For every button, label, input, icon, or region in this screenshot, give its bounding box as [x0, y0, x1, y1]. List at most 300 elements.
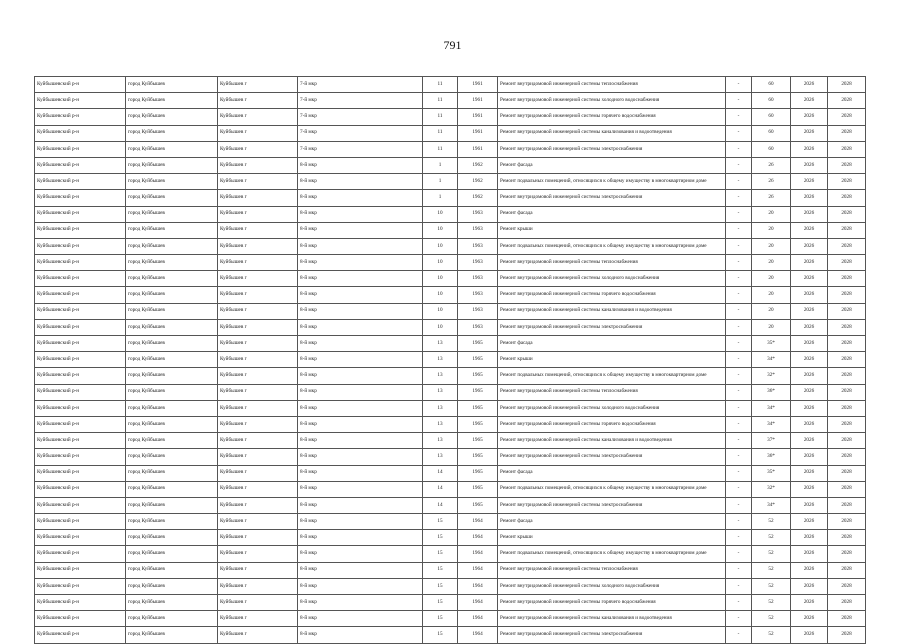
house-number-cell: 13 [423, 449, 458, 465]
start-year-cell: 2026 [791, 627, 828, 643]
start-year-cell: 2026 [791, 238, 828, 254]
settlement-cell: Куйбышев г [218, 255, 298, 271]
end-year-cell: 2028 [828, 255, 866, 271]
settlement-cell: Куйбышев г [218, 578, 298, 594]
count-cell: 52 [752, 595, 791, 611]
street-cell: 8-й мкр [298, 352, 423, 368]
work-type-cell: Ремонт внутридомовой инженерной системы канализования и водоотведения [498, 611, 726, 627]
table-row [35, 174, 866, 190]
district-cell: Куйбышевский р-н [35, 336, 126, 352]
work-type-cell: Ремонт внутридомовой инженерной системы горячего водоснабжения [498, 416, 726, 432]
street-cell: 8-й мкр [298, 433, 423, 449]
house-number-cell: 13 [423, 352, 458, 368]
street-cell: 8-й мкр [298, 303, 423, 319]
street-cell: 8-й мкр [298, 416, 423, 432]
count-cell: 34* [752, 497, 791, 513]
house-number-cell: 15 [423, 578, 458, 594]
street-cell: 8-й мкр [298, 595, 423, 611]
start-year-cell: 2026 [791, 287, 828, 303]
house-number-cell: 14 [423, 465, 458, 481]
page-number: 791 [443, 38, 462, 52]
start-year-cell: 2026 [791, 157, 828, 173]
start-year-cell: 2026 [791, 433, 828, 449]
house-number-cell: 13 [423, 336, 458, 352]
end-year-cell: 2028 [828, 238, 866, 254]
start-year-cell: 2026 [791, 190, 828, 206]
dash-cell: - [726, 238, 752, 254]
work-type-cell: Ремонт фасада [498, 157, 726, 173]
start-year-cell: 2026 [791, 206, 828, 222]
settlement-cell: Куйбышев г [218, 465, 298, 481]
work-type-cell: Ремонт внутридомовой инженерной системы теплоснабжения [498, 384, 726, 400]
count-cell: 20 [752, 303, 791, 319]
work-type-cell: Ремонт внутридомовой инженерной системы холодного водоснабжения [498, 271, 726, 287]
house-number-cell: 15 [423, 562, 458, 578]
table-row [35, 449, 866, 465]
start-year-cell: 2026 [791, 562, 828, 578]
build-year-cell: 1965 [458, 400, 498, 416]
dash-cell: - [726, 287, 752, 303]
street-cell: 8-й мкр [298, 190, 423, 206]
work-type-cell: Ремонт крыши [498, 352, 726, 368]
table-row [35, 611, 866, 627]
dash-cell: - [726, 222, 752, 238]
municipality-cell: город Куйбышев [126, 222, 218, 238]
street-cell: 8-й мкр [298, 562, 423, 578]
street-cell: 8-й мкр [298, 465, 423, 481]
municipality-cell: город Куйбышев [126, 368, 218, 384]
municipality-cell: город Куйбышев [126, 352, 218, 368]
build-year-cell: 1963 [458, 287, 498, 303]
district-cell: Куйбышевский р-н [35, 255, 126, 271]
dash-cell: - [726, 595, 752, 611]
district-cell: Куйбышевский р-н [35, 368, 126, 384]
count-cell: 36* [752, 449, 791, 465]
build-year-cell: 1961 [458, 93, 498, 109]
work-type-cell: Ремонт внутридомовой инженерной системы электроснабжения [498, 190, 726, 206]
settlement-cell: Куйбышев г [218, 384, 298, 400]
count-cell: 20 [752, 238, 791, 254]
house-number-cell: 15 [423, 627, 458, 643]
settlement-cell: Куйбышев г [218, 109, 298, 125]
count-cell: 34* [752, 400, 791, 416]
table-row [35, 125, 866, 141]
district-cell: Куйбышевский р-н [35, 433, 126, 449]
dash-cell: - [726, 562, 752, 578]
count-cell: 60 [752, 141, 791, 157]
municipality-cell: город Куйбышев [126, 433, 218, 449]
end-year-cell: 2028 [828, 174, 866, 190]
house-number-cell: 11 [423, 77, 458, 93]
district-cell: Куйбышевский р-н [35, 384, 126, 400]
street-cell: 8-й мкр [298, 611, 423, 627]
start-year-cell: 2026 [791, 93, 828, 109]
settlement-cell: Куйбышев г [218, 287, 298, 303]
municipality-cell: город Куйбышев [126, 497, 218, 513]
house-number-cell: 15 [423, 595, 458, 611]
end-year-cell: 2028 [828, 368, 866, 384]
district-cell: Куйбышевский р-н [35, 206, 126, 222]
start-year-cell: 2026 [791, 416, 828, 432]
start-year-cell: 2026 [791, 595, 828, 611]
build-year-cell: 1964 [458, 562, 498, 578]
house-number-cell: 1 [423, 157, 458, 173]
municipality-cell: город Куйбышев [126, 514, 218, 530]
settlement-cell: Куйбышев г [218, 271, 298, 287]
work-type-cell: Ремонт внутридомовой инженерной системы теплоснабжения [498, 255, 726, 271]
table-row [35, 271, 866, 287]
end-year-cell: 2028 [828, 611, 866, 627]
dash-cell: - [726, 271, 752, 287]
table-row [35, 530, 866, 546]
dash-cell: - [726, 125, 752, 141]
settlement-cell: Куйбышев г [218, 238, 298, 254]
dash-cell: - [726, 546, 752, 562]
end-year-cell: 2028 [828, 481, 866, 497]
settlement-cell: Куйбышев г [218, 400, 298, 416]
house-number-cell: 10 [423, 222, 458, 238]
settlement-cell: Куйбышев г [218, 627, 298, 643]
dash-cell: - [726, 433, 752, 449]
start-year-cell: 2026 [791, 125, 828, 141]
dash-cell: - [726, 465, 752, 481]
district-cell: Куйбышевский р-н [35, 190, 126, 206]
street-cell: 7-й мкр [298, 141, 423, 157]
build-year-cell: 1964 [458, 514, 498, 530]
work-type-cell: Ремонт внутридомовой инженерной системы горячего водоснабжения [498, 109, 726, 125]
street-cell: 8-й мкр [298, 271, 423, 287]
dash-cell: - [726, 497, 752, 513]
municipality-cell: город Куйбышев [126, 416, 218, 432]
street-cell: 8-й мкр [298, 255, 423, 271]
district-cell: Куйбышевский р-н [35, 481, 126, 497]
dash-cell: - [726, 93, 752, 109]
house-number-cell: 14 [423, 497, 458, 513]
district-cell: Куйбышевский р-н [35, 514, 126, 530]
start-year-cell: 2026 [791, 368, 828, 384]
dash-cell: - [726, 611, 752, 627]
house-number-cell: 14 [423, 481, 458, 497]
count-cell: 36* [752, 384, 791, 400]
build-year-cell: 1963 [458, 206, 498, 222]
count-cell: 60 [752, 93, 791, 109]
end-year-cell: 2028 [828, 222, 866, 238]
district-cell: Куйбышевский р-н [35, 611, 126, 627]
street-cell: 8-й мкр [298, 384, 423, 400]
house-number-cell: 13 [423, 433, 458, 449]
dash-cell: - [726, 157, 752, 173]
count-cell: 26 [752, 190, 791, 206]
district-cell: Куйбышевский р-н [35, 400, 126, 416]
build-year-cell: 1962 [458, 174, 498, 190]
settlement-cell: Куйбышев г [218, 449, 298, 465]
start-year-cell: 2026 [791, 514, 828, 530]
settlement-cell: Куйбышев г [218, 416, 298, 432]
table-row [35, 157, 866, 173]
count-cell: 26 [752, 174, 791, 190]
table-row [35, 206, 866, 222]
count-cell: 60 [752, 109, 791, 125]
district-cell: Куйбышевский р-н [35, 174, 126, 190]
municipality-cell: город Куйбышев [126, 125, 218, 141]
house-number-cell: 11 [423, 109, 458, 125]
start-year-cell: 2026 [791, 319, 828, 335]
start-year-cell: 2026 [791, 352, 828, 368]
build-year-cell: 1965 [458, 433, 498, 449]
settlement-cell: Куйбышев г [218, 497, 298, 513]
count-cell: 52 [752, 627, 791, 643]
dash-cell: - [726, 109, 752, 125]
table-row [35, 77, 866, 93]
table-row [35, 319, 866, 335]
count-cell: 20 [752, 287, 791, 303]
settlement-cell: Куйбышев г [218, 190, 298, 206]
house-number-cell: 15 [423, 546, 458, 562]
house-number-cell: 13 [423, 400, 458, 416]
table-row [35, 336, 866, 352]
table-row [35, 433, 866, 449]
table-row [35, 627, 866, 643]
district-cell: Куйбышевский р-н [35, 530, 126, 546]
district-cell: Куйбышевский р-н [35, 465, 126, 481]
end-year-cell: 2028 [828, 287, 866, 303]
street-cell: 8-й мкр [298, 481, 423, 497]
district-cell: Куйбышевский р-н [35, 416, 126, 432]
build-year-cell: 1963 [458, 238, 498, 254]
end-year-cell: 2028 [828, 400, 866, 416]
build-year-cell: 1963 [458, 222, 498, 238]
municipality-cell: город Куйбышев [126, 109, 218, 125]
build-year-cell: 1965 [458, 336, 498, 352]
municipality-cell: город Куйбышев [126, 562, 218, 578]
work-type-cell: Ремонт внутридомовой инженерной системы холодного водоснабжения [498, 400, 726, 416]
settlement-cell: Куйбышев г [218, 481, 298, 497]
count-cell: 60 [752, 125, 791, 141]
settlement-cell: Куйбышев г [218, 530, 298, 546]
start-year-cell: 2026 [791, 303, 828, 319]
table-row [35, 190, 866, 206]
settlement-cell: Куйбышев г [218, 433, 298, 449]
start-year-cell: 2026 [791, 336, 828, 352]
dash-cell: - [726, 449, 752, 465]
work-type-cell: Ремонт внутридомовой инженерной системы холодного водоснабжения [498, 93, 726, 109]
end-year-cell: 2028 [828, 530, 866, 546]
table-row [35, 562, 866, 578]
table-row [35, 352, 866, 368]
district-cell: Куйбышевский р-н [35, 222, 126, 238]
build-year-cell: 1961 [458, 109, 498, 125]
build-year-cell: 1963 [458, 319, 498, 335]
district-cell: Куйбышевский р-н [35, 303, 126, 319]
house-number-cell: 15 [423, 611, 458, 627]
district-cell: Куйбышевский р-н [35, 449, 126, 465]
settlement-cell: Куйбышев г [218, 514, 298, 530]
street-cell: 8-й мкр [298, 627, 423, 643]
house-number-cell: 11 [423, 125, 458, 141]
count-cell: 20 [752, 222, 791, 238]
settlement-cell: Куйбышев г [218, 157, 298, 173]
count-cell: 52 [752, 514, 791, 530]
district-cell: Куйбышевский р-н [35, 352, 126, 368]
street-cell: 8-й мкр [298, 530, 423, 546]
start-year-cell: 2026 [791, 481, 828, 497]
street-cell: 8-й мкр [298, 174, 423, 190]
end-year-cell: 2028 [828, 449, 866, 465]
work-type-cell: Ремонт внутридомовой инженерной системы электроснабжения [498, 319, 726, 335]
build-year-cell: 1962 [458, 190, 498, 206]
count-cell: 60 [752, 77, 791, 93]
table-row [35, 465, 866, 481]
dash-cell: - [726, 627, 752, 643]
work-type-cell: Ремонт подвальных помещений, относящихся к общему имуществу в многоквартирном доме [498, 368, 726, 384]
start-year-cell: 2026 [791, 449, 828, 465]
end-year-cell: 2028 [828, 546, 866, 562]
municipality-cell: город Куйбышев [126, 595, 218, 611]
work-type-cell: Ремонт внутридомовой инженерной системы теплоснабжения [498, 77, 726, 93]
build-year-cell: 1964 [458, 627, 498, 643]
settlement-cell: Куйбышев г [218, 222, 298, 238]
work-type-cell: Ремонт внутридомовой инженерной системы электроснабжения [498, 141, 726, 157]
count-cell: 34* [752, 416, 791, 432]
street-cell: 8-й мкр [298, 368, 423, 384]
settlement-cell: Куйбышев г [218, 546, 298, 562]
district-cell: Куйбышевский р-н [35, 546, 126, 562]
municipality-cell: город Куйбышев [126, 157, 218, 173]
table-row [35, 303, 866, 319]
work-type-cell: Ремонт подвальных помещений, относящихся к общему имуществу в многоквартирном доме [498, 174, 726, 190]
work-type-cell: Ремонт внутридомовой инженерной системы электроснабжения [498, 449, 726, 465]
build-year-cell: 1965 [458, 352, 498, 368]
work-type-cell: Ремонт фасада [498, 465, 726, 481]
municipality-cell: город Куйбышев [126, 238, 218, 254]
district-cell: Куйбышевский р-н [35, 497, 126, 513]
municipality-cell: город Куйбышев [126, 384, 218, 400]
district-cell: Куйбышевский р-н [35, 287, 126, 303]
table-row [35, 93, 866, 109]
end-year-cell: 2028 [828, 497, 866, 513]
count-cell: 20 [752, 319, 791, 335]
count-cell: 35* [752, 336, 791, 352]
house-number-cell: 10 [423, 238, 458, 254]
street-cell: 8-й мкр [298, 449, 423, 465]
work-type-cell: Ремонт подвальных помещений, относящихся к общему имуществу в многоквартирном доме [498, 546, 726, 562]
dash-cell: - [726, 530, 752, 546]
house-number-cell: 10 [423, 319, 458, 335]
end-year-cell: 2028 [828, 206, 866, 222]
table-row [35, 497, 866, 513]
street-cell: 8-й мкр [298, 157, 423, 173]
municipality-cell: город Куйбышев [126, 303, 218, 319]
table-row [35, 481, 866, 497]
settlement-cell: Куйбышев г [218, 595, 298, 611]
table-row [35, 368, 866, 384]
district-cell: Куйбышевский р-н [35, 125, 126, 141]
district-cell: Куйбышевский р-н [35, 319, 126, 335]
house-number-cell: 10 [423, 255, 458, 271]
build-year-cell: 1961 [458, 77, 498, 93]
dash-cell: - [726, 174, 752, 190]
build-year-cell: 1961 [458, 125, 498, 141]
work-type-cell: Ремонт подвальных помещений, относящихся к общему имуществу в многоквартирном доме [498, 481, 726, 497]
dash-cell: - [726, 578, 752, 594]
work-type-cell: Ремонт подвальных помещений, относящихся к общему имуществу в многоквартирном доме [498, 238, 726, 254]
count-cell: 20 [752, 255, 791, 271]
table-row [35, 109, 866, 125]
count-cell: 52 [752, 546, 791, 562]
house-number-cell: 11 [423, 93, 458, 109]
build-year-cell: 1965 [458, 384, 498, 400]
table-row [35, 578, 866, 594]
count-cell: 32* [752, 481, 791, 497]
work-type-cell: Ремонт внутридомовой инженерной системы холодного водоснабжения [498, 578, 726, 594]
count-cell: 52 [752, 530, 791, 546]
work-type-cell: Ремонт внутридомовой инженерной системы горячего водоснабжения [498, 287, 726, 303]
municipality-cell: город Куйбышев [126, 255, 218, 271]
dash-cell: - [726, 384, 752, 400]
table-row [35, 546, 866, 562]
end-year-cell: 2028 [828, 336, 866, 352]
start-year-cell: 2026 [791, 109, 828, 125]
house-number-cell: 1 [423, 174, 458, 190]
count-cell: 20 [752, 271, 791, 287]
end-year-cell: 2028 [828, 125, 866, 141]
street-cell: 8-й мкр [298, 497, 423, 513]
street-cell: 8-й мкр [298, 222, 423, 238]
end-year-cell: 2028 [828, 190, 866, 206]
dash-cell: - [726, 141, 752, 157]
end-year-cell: 2028 [828, 77, 866, 93]
district-cell: Куйбышевский р-н [35, 595, 126, 611]
build-year-cell: 1964 [458, 546, 498, 562]
table-row [35, 222, 866, 238]
count-cell: 52 [752, 578, 791, 594]
work-type-cell: Ремонт внутридомовой инженерной системы теплоснабжения [498, 562, 726, 578]
district-cell: Куйбышевский р-н [35, 109, 126, 125]
municipality-cell: город Куйбышев [126, 530, 218, 546]
dash-cell: - [726, 400, 752, 416]
dash-cell: - [726, 416, 752, 432]
street-cell: 8-й мкр [298, 546, 423, 562]
build-year-cell: 1964 [458, 595, 498, 611]
build-year-cell: 1963 [458, 255, 498, 271]
start-year-cell: 2026 [791, 578, 828, 594]
house-number-cell: 15 [423, 514, 458, 530]
end-year-cell: 2028 [828, 271, 866, 287]
start-year-cell: 2026 [791, 222, 828, 238]
district-cell: Куйбышевский р-н [35, 562, 126, 578]
start-year-cell: 2026 [791, 384, 828, 400]
settlement-cell: Куйбышев г [218, 611, 298, 627]
house-number-cell: 10 [423, 303, 458, 319]
district-cell: Куйбышевский р-н [35, 77, 126, 93]
start-year-cell: 2026 [791, 400, 828, 416]
work-type-cell: Ремонт крыши [498, 530, 726, 546]
work-type-cell: Ремонт фасада [498, 336, 726, 352]
settlement-cell: Куйбышев г [218, 125, 298, 141]
count-cell: 52 [752, 611, 791, 627]
build-year-cell: 1964 [458, 530, 498, 546]
municipality-cell: город Куйбышев [126, 578, 218, 594]
start-year-cell: 2026 [791, 174, 828, 190]
table-row [35, 255, 866, 271]
municipality-cell: город Куйбышев [126, 481, 218, 497]
dash-cell: - [726, 319, 752, 335]
count-cell: 52 [752, 562, 791, 578]
street-cell: 8-й мкр [298, 578, 423, 594]
municipality-cell: город Куйбышев [126, 400, 218, 416]
street-cell: 8-й мкр [298, 400, 423, 416]
build-year-cell: 1965 [458, 416, 498, 432]
